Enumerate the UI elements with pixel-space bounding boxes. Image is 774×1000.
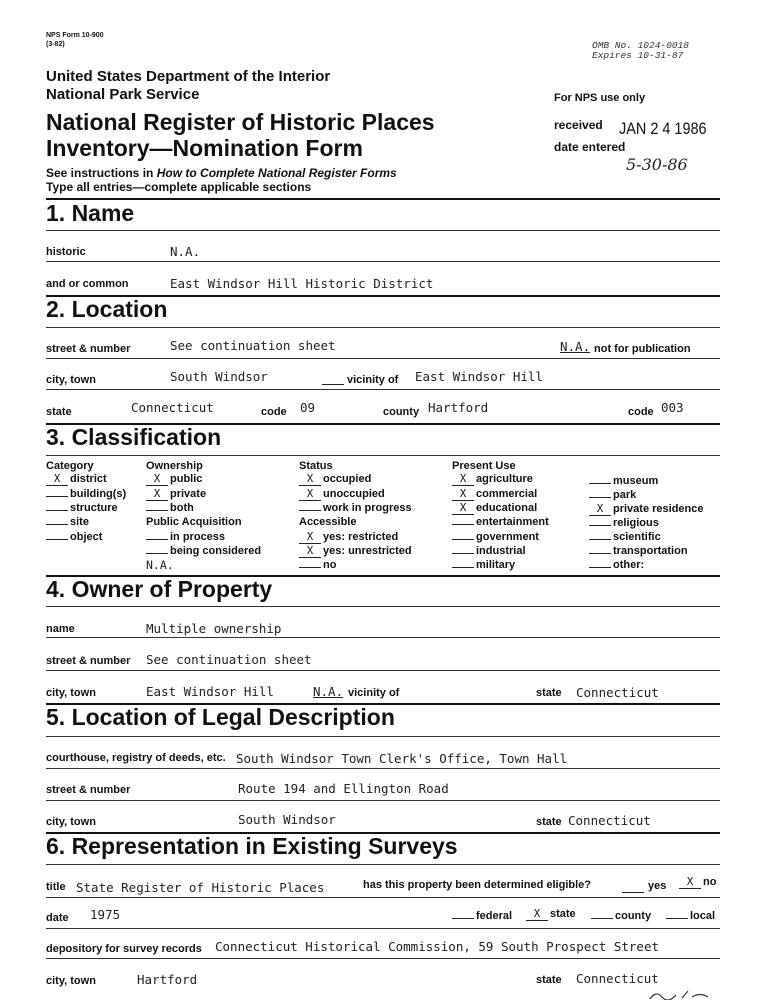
use-private-residence[interactable]: X private residence (589, 503, 704, 516)
accessible-heading: Accessible (299, 516, 357, 528)
state-value: Connecticut (131, 400, 214, 415)
not-for-publication-value: N.A. (560, 339, 591, 354)
depository-city-value: Hartford (137, 972, 198, 987)
instructions-line2: Type all entries—complete applicable sections (46, 180, 312, 194)
form-revision: (3-82) (46, 41, 65, 48)
owner-city-label: city, town (46, 687, 96, 699)
survey-title-label: title (46, 881, 66, 893)
status-heading: Status (299, 460, 333, 472)
use-religious[interactable]: religious (589, 517, 659, 529)
county-label: county (383, 406, 420, 418)
common-name-label: and or common (46, 278, 129, 290)
depository-value: Connecticut Historical Commission, 59 South Prospect Street (215, 939, 660, 954)
acquisition-in-process[interactable]: in process (146, 531, 225, 543)
eligible-no[interactable]: X no (679, 876, 716, 889)
county-code-value: 003 (661, 400, 684, 415)
depository-state-value: Connecticut (576, 971, 659, 986)
use-agriculture[interactable]: X agriculture (452, 473, 533, 486)
service-name: National Park Service (46, 86, 200, 103)
present-use-heading: Present Use (452, 460, 516, 472)
depository-label: depository for survey records (46, 943, 202, 955)
owner-state-label: state (536, 687, 562, 699)
ownership-private[interactable]: X private (146, 488, 206, 501)
use-park[interactable]: park (589, 489, 636, 501)
date-entered-handwritten: 5-30-86 (626, 155, 688, 174)
survey-title-value: State Register of Historic Places (76, 880, 325, 895)
owner-city-value: East Windsor Hill (146, 684, 274, 699)
acquisition-heading: Public Acquisition (146, 516, 242, 528)
state-code-value: 09 (300, 400, 316, 415)
omb-number: OMB No. 1024-0018 (592, 40, 689, 51)
owner-street-label: street & number (46, 655, 131, 667)
use-museum[interactable]: museum (589, 475, 658, 487)
section-4-title: 4. Owner of Property (46, 576, 273, 602)
ownership-heading: Ownership (146, 460, 203, 472)
accessible-unrestricted[interactable]: X yes: unrestricted (299, 545, 412, 558)
category-district[interactable]: X district (46, 473, 107, 486)
courthouse-label: courthouse, registry of deeds, etc. (46, 752, 226, 764)
section-2-title: 2. Location (46, 296, 168, 322)
category-site[interactable]: site (46, 516, 89, 528)
legal-city-label: city, town (46, 816, 96, 828)
section-6-title: 6. Representation in Existing Surveys (46, 833, 458, 859)
date-entered-label: date entered (554, 140, 626, 154)
county-code-label: code (628, 406, 654, 418)
category-buildings[interactable]: building(s) (46, 488, 126, 500)
category-object[interactable]: object (46, 531, 102, 543)
historic-value: N.A. (170, 244, 201, 259)
acquisition-being-considered[interactable]: being considered (146, 545, 261, 557)
form-title-line1: National Register of Historic Places (46, 109, 435, 135)
survey-county[interactable]: county (591, 910, 651, 922)
use-other[interactable]: other: (589, 559, 644, 571)
owner-vicinity-value: N.A. (313, 684, 344, 699)
county-value: Hartford (428, 400, 489, 415)
owner-vicinity-label: vicinity of (348, 687, 400, 699)
status-work-in-progress[interactable]: work in progress (299, 502, 412, 514)
legal-city-value: South Windsor (238, 812, 336, 827)
form-number: NPS Form 10-900 (46, 32, 104, 39)
received-label: received (554, 118, 603, 132)
form-title-line2: Inventory—Nomination Form (46, 135, 363, 161)
eligible-label: has this property been determined eligible? (363, 879, 591, 891)
use-entertainment[interactable]: entertainment (452, 516, 549, 528)
received-stamp: JAN 2 4 1986 (619, 119, 707, 138)
owner-street-value: See continuation sheet (146, 652, 312, 667)
eligible-yes-label: yes (648, 880, 667, 892)
state-label: state (46, 406, 72, 418)
street-number-value: See continuation sheet (170, 338, 336, 353)
legal-street-label: street & number (46, 784, 131, 796)
depository-state-label: state (536, 974, 562, 986)
survey-date-label: date (46, 912, 69, 924)
city-town-value: South Windsor (170, 369, 268, 384)
survey-date-value: 1975 (90, 907, 121, 922)
depository-city-label: city, town (46, 975, 96, 987)
section-1-title: 1. Name (46, 200, 135, 226)
owner-state-value: Connecticut (576, 685, 659, 700)
handwritten-scribble (648, 988, 718, 1000)
use-scientific[interactable]: scientific (589, 531, 661, 543)
survey-federal[interactable]: federal (452, 910, 512, 922)
category-heading: Category (46, 460, 94, 472)
use-commercial[interactable]: X commercial (452, 488, 537, 501)
section-3-title: 3. Classification (46, 424, 222, 450)
legal-state-value: Connecticut (568, 813, 651, 828)
nps-use-title: For NPS use only (554, 92, 646, 104)
survey-local[interactable]: local (666, 910, 715, 922)
common-name-value: East Windsor Hill Historic District (170, 276, 434, 291)
survey-state[interactable]: X state (526, 908, 576, 921)
vicinity-label: vicinity of (347, 374, 399, 386)
department-name: United States Department of the Interior (46, 68, 331, 85)
status-occupied[interactable]: X occupied (299, 473, 371, 486)
vicinity-value: East Windsor Hill (415, 369, 543, 384)
section-5-title: 5. Location of Legal Description (46, 704, 395, 730)
state-code-label: code (261, 406, 287, 418)
ownership-both[interactable]: both (146, 502, 194, 514)
courthouse-value: South Windsor Town Clerk's Office, Town Hall (236, 751, 568, 766)
use-industrial[interactable]: industrial (452, 545, 526, 557)
city-town-label: city, town (46, 374, 96, 386)
legal-street-value: Route 194 and Ellington Road (238, 781, 449, 796)
historic-label: historic (46, 246, 86, 258)
not-for-publication-label: not for publication (594, 343, 691, 355)
status-unoccupied[interactable]: X unoccupied (299, 488, 385, 501)
use-educational[interactable]: X educational (452, 502, 537, 515)
accessible-no[interactable]: no (299, 559, 336, 571)
owner-name-value: Multiple ownership (146, 621, 282, 636)
use-transportation[interactable]: transportation (589, 545, 688, 557)
instructions-line1: See instructions in How to Complete National Register Forms (46, 166, 397, 180)
omb-expiry: Expires 10-31-87 (592, 50, 684, 61)
street-number-label: street & number (46, 343, 131, 355)
ownership-public[interactable]: X public (146, 473, 202, 486)
use-government[interactable]: government (452, 531, 539, 543)
legal-state-label: state (536, 816, 562, 828)
use-military[interactable]: military (452, 559, 515, 571)
owner-name-label: name (46, 623, 75, 635)
accessible-restricted[interactable]: X yes: restricted (299, 531, 398, 544)
acquisition-note: N.A. (146, 558, 174, 572)
category-structure[interactable]: structure (46, 502, 118, 514)
